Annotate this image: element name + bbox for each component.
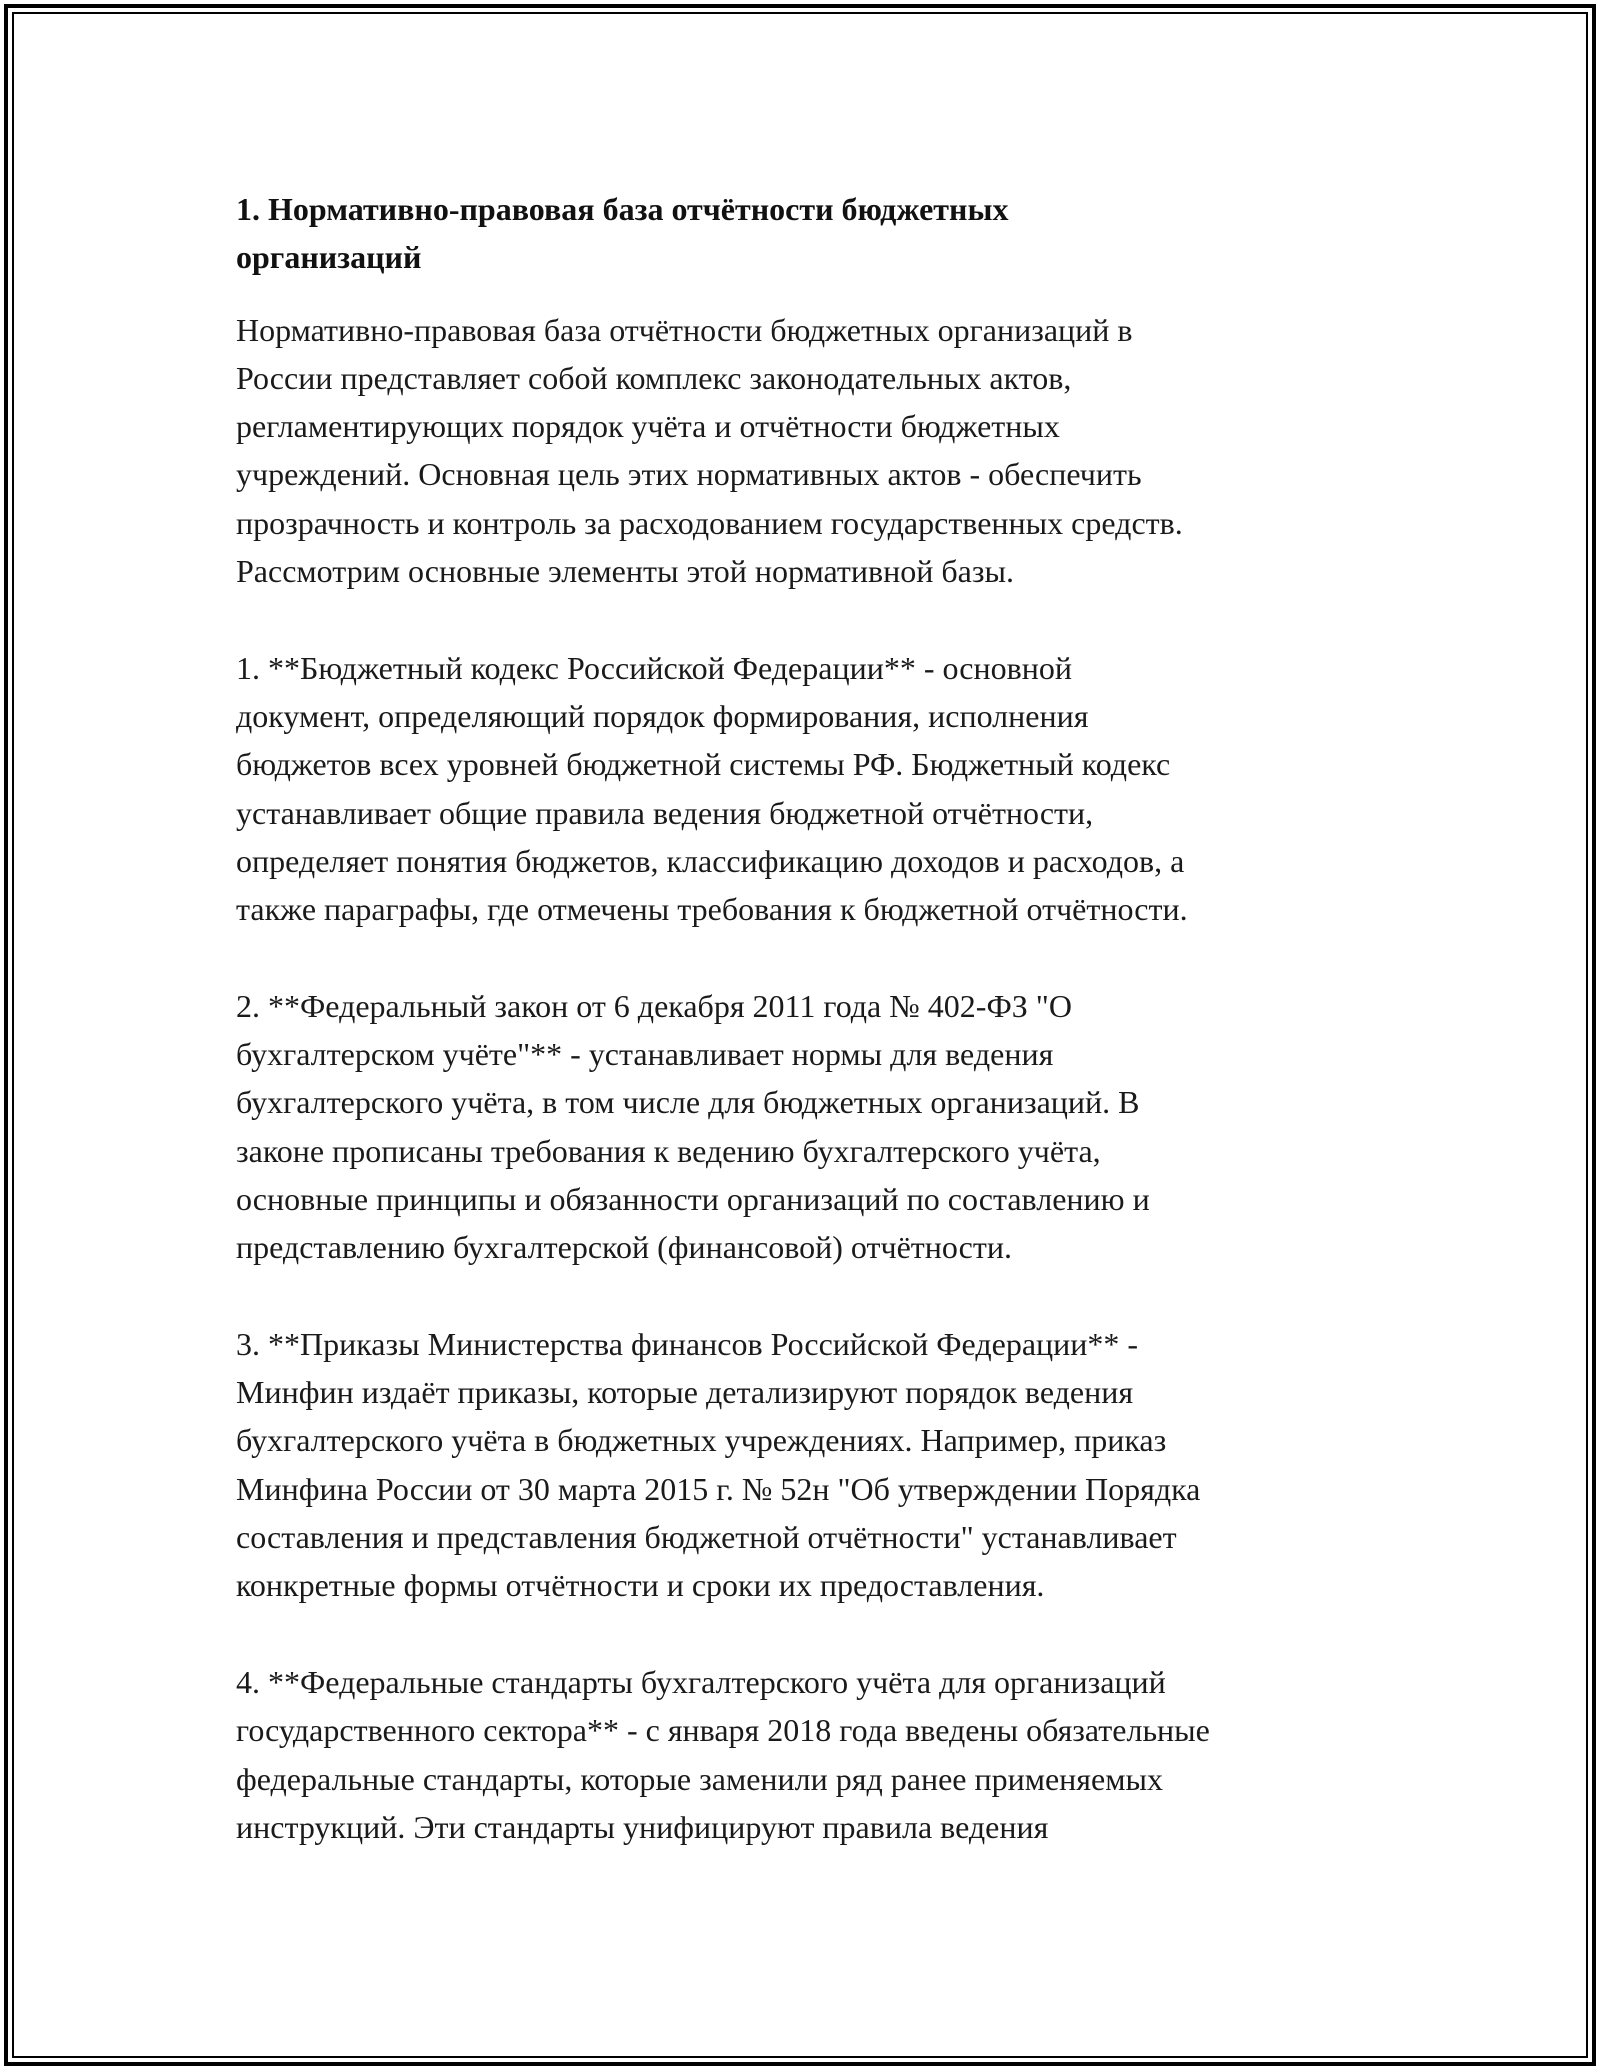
list-item-minfin-orders: 3. **Приказы Министерства финансов Российской Федерации** - Минфин издаёт приказы, которые детализируют порядок ведения бухгалтерского учёта в бюджетных учреждениях. Например, приказ Минфина России от 30 марта 2015 г. № 52н "Об утверждении Порядка составления и представления бюджетной отчётности" устанавливает конкретные формы отчётности и сроки их предоставления. bbox=[236, 1325, 1201, 1604]
list-item-budget-code: 1. **Бюджетный кодекс Российской Федерации** - основной документ, определяющий порядок формирования, исполнения бюджетов всех уровней бюджетной системы РФ. Бюджетный кодекс устанавливает общие правила ведения бюджетной отчётности, определяет понятия бюджетов, классификацию доходов и расходов, а также параграфы, где отмечены требования к бюджетной отчётности. bbox=[236, 649, 1188, 928]
intro-paragraph: Нормативно-правовая база отчётности бюджетных организаций в России представляет собой комплекс законодательных актов, регламентирующих порядок учёта и отчётности бюджетных учреждений. Основная цель этих нормативных актов - обеспечить прозрачность и контроль за расходованием государственных средств. Рассмотрим основные элементы этой нормативной базы. bbox=[236, 311, 1183, 590]
list-item-federal-law: 2. **Федеральный закон от 6 декабря 2011 года № 402-ФЗ "О бухгалтерском учёте"** - устанавливает нормы для ведения бухгалтерского учёта, в том числе для бюджетных организаций. В законе прописаны требования к ведению бухгалтерского учёта, основные принципы и обязанности организаций по составлению и представлению бухгалтерской (финансовой) отчётности. bbox=[236, 987, 1150, 1266]
section-heading: 1. Нормативно-правовая база отчётности бюджетных организаций bbox=[236, 191, 1009, 276]
document-body bbox=[236, 185, 1416, 1851]
list-item-federal-standards: 4. **Федеральные стандарты бухгалтерского учёта для организаций государственного сектора** - с января 2018 года введены обязательные федеральные стандарты, которые заменили ряд ранее применяемых инструкций. Эти стандарты унифицируют правила ведения bbox=[236, 1663, 1210, 1845]
